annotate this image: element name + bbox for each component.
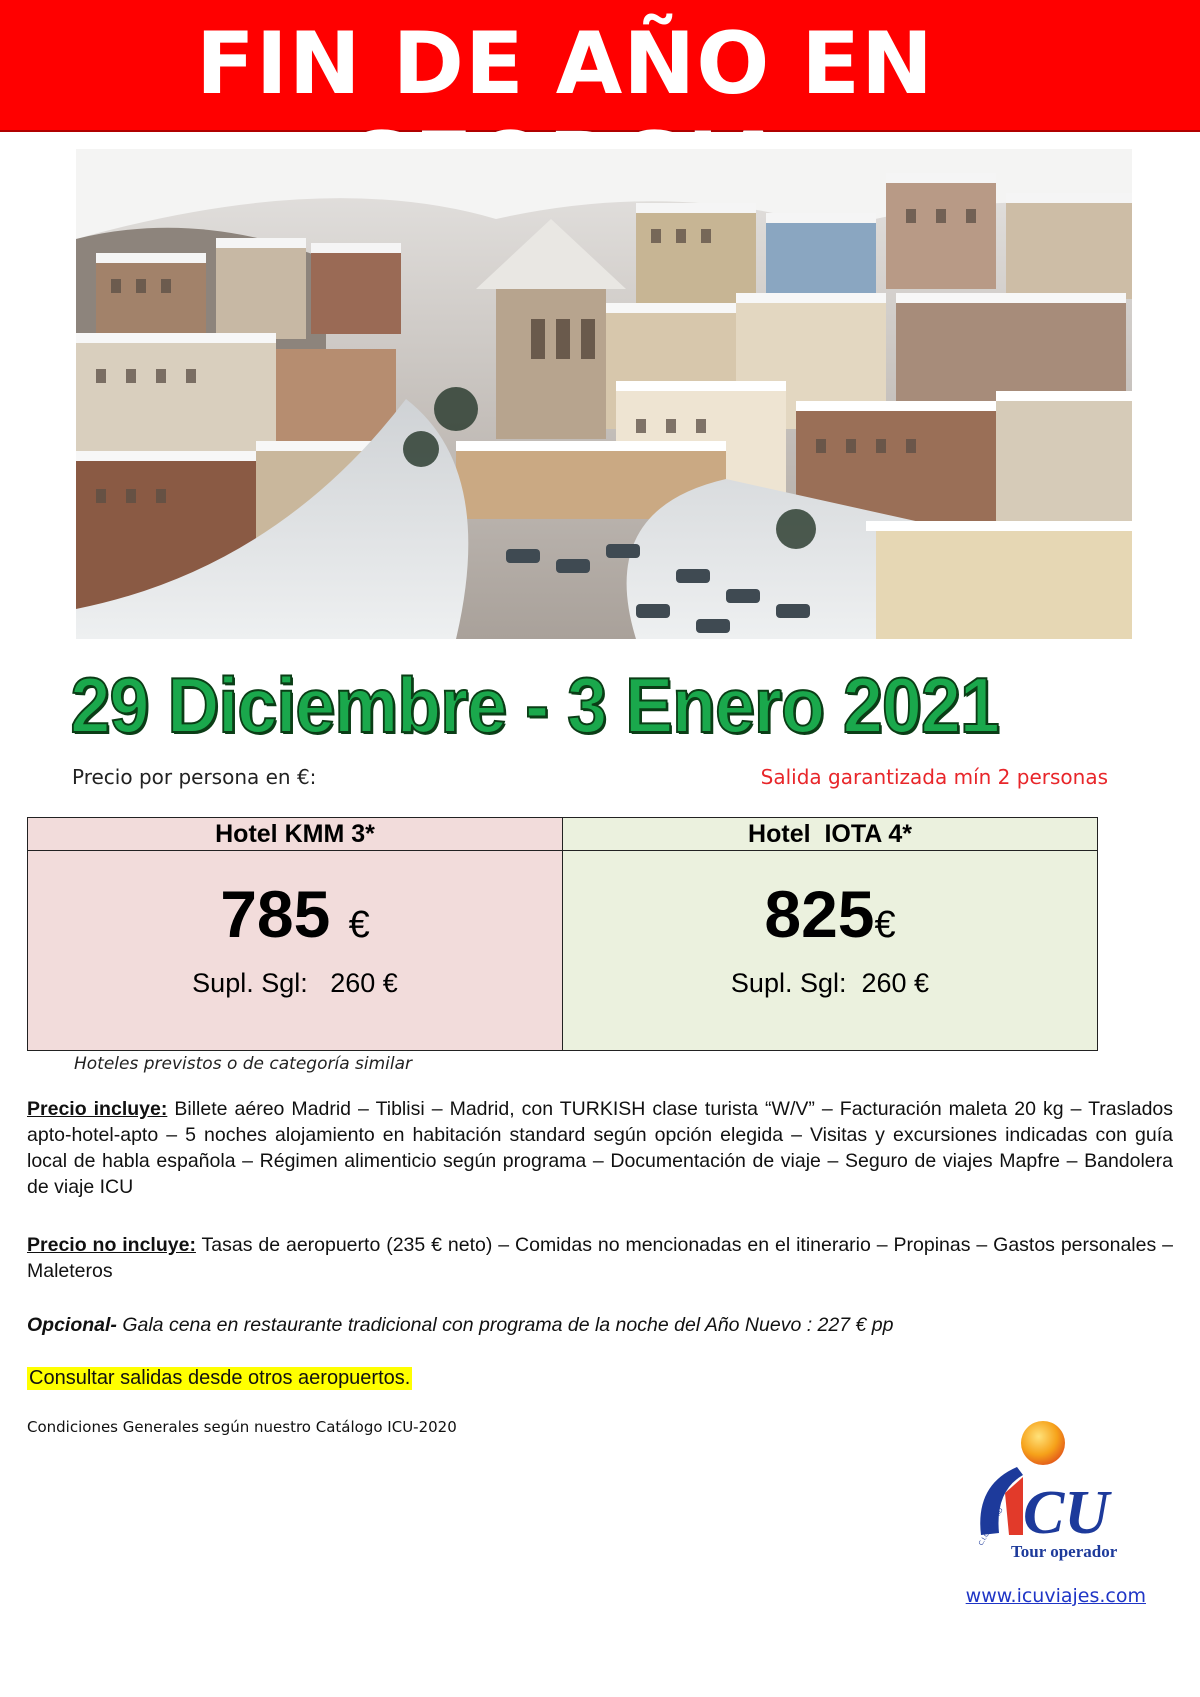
consult-other-airports: Consultar salidas desde otros aeropuertos. (29, 1367, 411, 1389)
currency-symbol: € (348, 904, 370, 946)
excludes-text: Tasas de aeropuerto (235 € neto) – Comidas no mencionadas en el itinerario – Propinas – Gastos personales – Maleteros (27, 1234, 1173, 1282)
hotel-option-iota (562, 818, 1097, 1050)
single-supplement: Supl. Sgl: 260 € (192, 968, 398, 998)
travel-dates: 29 Diciembre - 3 Enero 2021 (70, 661, 999, 749)
title-banner (0, 0, 1200, 132)
price-intro: Precio por persona en €: (72, 765, 317, 789)
price-includes (27, 1096, 1173, 1200)
includes-text: Billete aéreo Madrid – Tiblisi – Madrid, con TURKISH clase turista “W/V” – Facturación maleta 20 kg – Traslados apto-hotel-apto – 5 noches alojamiento en habitación standard según opción elegida – Visitas y excursiones indicadas con guía local de habla española – Régimen alimenticio según programa – Documentación de viaje – Seguro de viajes Mapfre – Bandolera de viaje ICU (27, 1098, 1174, 1198)
includes-label: Precio incluye: (27, 1098, 168, 1120)
optional-label: Opcional- (27, 1314, 117, 1336)
hotel-price-table (27, 817, 1098, 1051)
excludes-label: Precio no incluye: (27, 1234, 196, 1256)
optional-text: Gala cena en restaurante tradicional con programa de la noche del Año Nuevo : 227 € pp (116, 1314, 894, 1336)
icu-logo (965, 1415, 1145, 1565)
hotel-name: Hotel KMM 3* (28, 818, 562, 851)
price-excludes (27, 1232, 1173, 1284)
icu-logo-mark (965, 1415, 1145, 1565)
hotel-name: Hotel IOTA 4* (563, 818, 1097, 851)
hotel-option-kmm (28, 818, 562, 1050)
website-link[interactable]: www.icuviajes.com (965, 1585, 1146, 1607)
svg-text:CU: CU (1023, 1479, 1110, 1547)
optional-extra (27, 1312, 1173, 1338)
snowy-town-illustration (76, 149, 1132, 639)
hotels-note: Hoteles previstos o de categoría similar (74, 1054, 413, 1074)
hotel-price (28, 879, 562, 960)
single-supplement: Supl. Sgl: 260 € (730, 968, 930, 998)
guaranteed-departure-note: Salida garantizada mín 2 personas (760, 765, 1108, 789)
hotel-price (563, 879, 1097, 960)
currency-symbol: € (874, 904, 896, 946)
general-conditions: Condiciones Generales según nuestro Catálogo ICU-2020 (27, 1418, 457, 1436)
sun-icon (1021, 1421, 1065, 1465)
price-amount: 825 (764, 877, 875, 951)
svg-text:Tour operador: Tour operador (1011, 1542, 1118, 1561)
tbilisi-winter-photo (76, 149, 1132, 639)
price-amount: 785 (220, 877, 331, 951)
svg-text:C.I.C. MADRID: C.I.C. MADRID (977, 1506, 1005, 1547)
page-title: FIN DE AÑO EN (195, 14, 935, 114)
